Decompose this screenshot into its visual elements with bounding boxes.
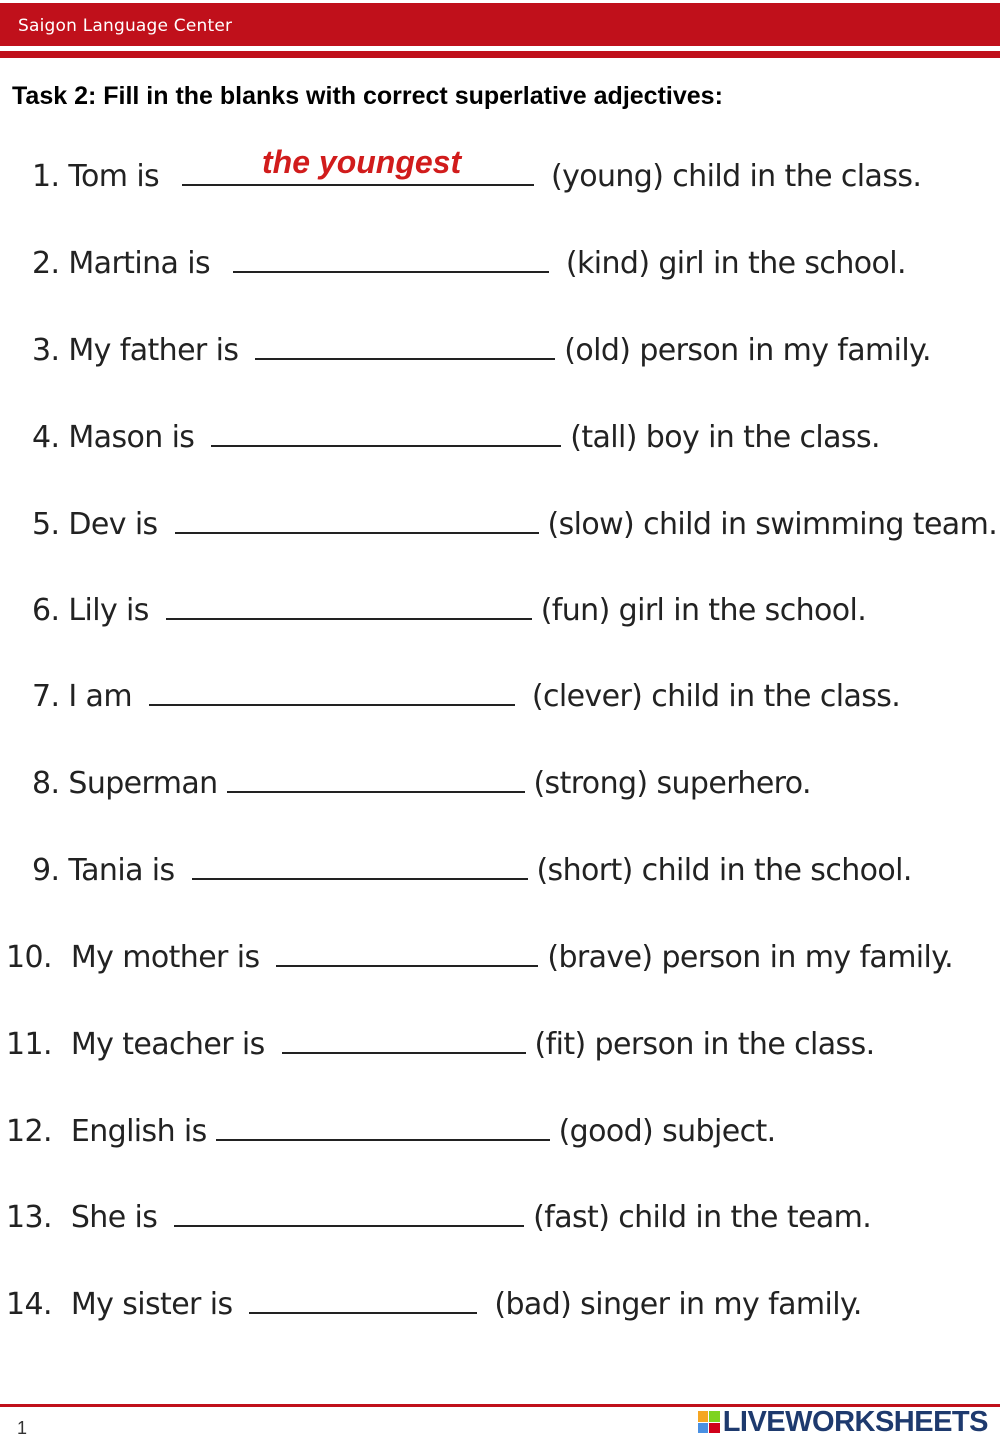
answer-blank[interactable] — [182, 184, 534, 186]
question-8 — [32, 759, 811, 809]
answer-blank[interactable] — [227, 791, 525, 793]
question-text-after: (old) person in my family. — [564, 333, 931, 368]
question-text-before: Dev is — [68, 507, 158, 542]
question-text-after: (young) child in the class. — [550, 159, 922, 194]
question-text-before: Tania is — [68, 853, 175, 888]
question-number: 8. — [32, 766, 60, 801]
task-title: Task 2: Fill in the blanks with correct superlative adjectives: — [12, 82, 723, 110]
question-11 — [6, 1020, 875, 1070]
answer-blank[interactable] — [276, 965, 538, 967]
question-text-after: (fit) person in the class. — [534, 1027, 875, 1062]
answer-blank[interactable] — [255, 358, 555, 360]
question-text-before: English is — [70, 1114, 207, 1149]
answer-blank[interactable] — [249, 1312, 477, 1314]
question-6 — [32, 586, 866, 636]
question-13 — [6, 1193, 871, 1243]
question-14 — [6, 1280, 862, 1330]
question-5 — [32, 500, 997, 550]
question-text-before: My father is — [68, 333, 239, 368]
question-number: 3. — [32, 333, 60, 368]
question-12 — [6, 1107, 776, 1157]
header-bar — [0, 0, 1000, 46]
question-text-after: (tall) boy in the class. — [570, 420, 880, 455]
answer-text-q1[interactable]: the youngest — [262, 144, 462, 180]
question-number: 1. — [32, 159, 60, 194]
question-text-before: Tom is — [68, 159, 160, 194]
question-2 — [32, 239, 906, 289]
question-text-after: (slow) child in swimming team. — [547, 507, 998, 542]
question-text-before: I am — [68, 679, 132, 714]
question-number: 10. — [6, 940, 52, 975]
question-text-after: (fun) girl in the school. — [540, 593, 867, 628]
question-number: 11. — [6, 1027, 52, 1062]
question-text-before: My sister is — [70, 1287, 233, 1322]
question-text-before: Martina is — [68, 246, 210, 281]
question-text-after: (kind) girl in the school. — [565, 246, 906, 281]
question-text-before: Lily is — [68, 593, 149, 628]
question-text-before: Mason is — [68, 420, 195, 455]
liveworksheets-icon — [698, 1411, 720, 1433]
question-10 — [6, 933, 953, 983]
page-number: 1 — [17, 1418, 28, 1438]
question-number: 12. — [6, 1114, 52, 1149]
question-number: 9. — [32, 853, 60, 888]
answer-blank[interactable] — [149, 704, 515, 706]
question-number: 4. — [32, 420, 60, 455]
answer-blank[interactable] — [282, 1052, 526, 1054]
question-text-before: My teacher is — [70, 1027, 265, 1062]
answer-blank[interactable] — [166, 618, 532, 620]
question-number: 14. — [6, 1287, 52, 1322]
question-text-after: (brave) person in my family. — [547, 940, 954, 975]
question-text-after: (clever) child in the class. — [531, 679, 901, 714]
question-1 — [32, 152, 921, 202]
answer-blank[interactable] — [175, 532, 539, 534]
question-number: 5. — [32, 507, 60, 542]
question-text-after: (short) child in the school. — [536, 853, 912, 888]
answer-blank[interactable] — [216, 1139, 550, 1141]
question-number: 13. — [6, 1200, 52, 1235]
question-text-after: (bad) singer in my family. — [494, 1287, 862, 1322]
question-text-before: She is — [70, 1200, 158, 1235]
answer-blank[interactable] — [233, 271, 549, 273]
question-text-after: (strong) superhero. — [533, 766, 811, 801]
answer-blank[interactable] — [211, 445, 561, 447]
question-9 — [32, 846, 912, 896]
question-text-after: (good) subject. — [558, 1114, 776, 1149]
question-7 — [32, 672, 900, 722]
header-title: Saigon Language Center — [18, 16, 233, 36]
question-number: 7. — [32, 679, 60, 714]
question-number: 6. — [32, 593, 60, 628]
question-text-after: (fast) child in the team. — [533, 1200, 872, 1235]
brand-logo — [698, 1404, 988, 1440]
question-text-before: Superman — [68, 766, 218, 801]
answer-blank[interactable] — [174, 1225, 524, 1227]
answer-blank[interactable] — [192, 878, 528, 880]
question-number: 2. — [32, 246, 60, 281]
question-text-before: My mother is — [70, 940, 260, 975]
brand-name: LIVEWORKSHEETS — [722, 1405, 988, 1438]
header-divider — [0, 51, 1000, 58]
question-4 — [32, 413, 880, 463]
question-3 — [32, 326, 931, 376]
